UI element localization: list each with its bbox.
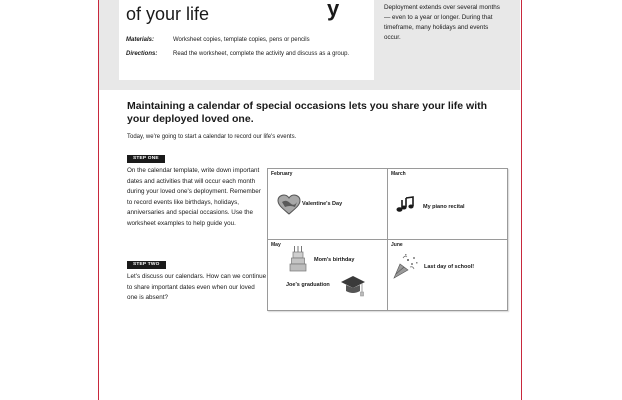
step-one-badge: STEP ONE bbox=[127, 155, 165, 163]
month-label: May bbox=[271, 242, 281, 248]
month-label: February bbox=[271, 171, 293, 177]
intro-card bbox=[119, 0, 374, 80]
worksheet-page bbox=[98, 0, 522, 400]
month-label: June bbox=[391, 242, 403, 248]
music-notes-icon bbox=[396, 197, 414, 213]
materials-value: Worksheet copies, template copies, pens or pencils bbox=[173, 37, 310, 43]
directions-label: Directions: bbox=[126, 51, 158, 57]
materials-label: Materials: bbox=[126, 37, 155, 43]
calendar-cell-june bbox=[388, 240, 507, 310]
event-label: Valentine's Day bbox=[302, 201, 343, 207]
calendar-cell-february bbox=[268, 169, 387, 239]
event-label: Joe's graduation bbox=[286, 282, 330, 288]
deployment-note: Deployment extends over several months — even to a year or longer. During that timeframe, many holidays and events occur. bbox=[384, 4, 500, 41]
heart-icon bbox=[278, 195, 300, 215]
directions-value: Read the worksheet, complete the activity and discuss as a group. bbox=[173, 51, 350, 57]
party-popper-icon bbox=[394, 254, 420, 278]
step-two-text: Let's discuss our calendars. How can we continue to share important dates even when our loved one is absent? bbox=[127, 273, 267, 301]
step-one-text: On the calendar template, write down important dates and activities that will occur each month during your loved one's deployment. Remember to record events like birthdays, holidays, anniversaries and special occasions. Use the worksheet examples to help guide you. bbox=[127, 167, 261, 227]
lead-text: Today, we're going to start a calendar to record our life's events. bbox=[127, 134, 297, 140]
activity-subtitle: of your life bbox=[126, 4, 210, 24]
event-label: Last day of school! bbox=[424, 264, 475, 270]
event-label: Mom's birthday bbox=[314, 257, 355, 263]
calendar-cell-march bbox=[388, 169, 507, 239]
cake-icon bbox=[290, 246, 306, 272]
header-band bbox=[99, 0, 520, 90]
calendar-cell-may bbox=[268, 240, 387, 310]
graduation-cap-icon bbox=[341, 276, 365, 298]
section-headline: Maintaining a calendar of special occasions lets you share your life with your deployed loved one. bbox=[127, 100, 488, 125]
calendar-template bbox=[267, 168, 508, 311]
step-two-badge: STEP TWO bbox=[127, 261, 166, 269]
title-fragment: y bbox=[327, 0, 340, 21]
month-label: March bbox=[391, 171, 406, 177]
event-label: My piano recital bbox=[423, 204, 465, 210]
